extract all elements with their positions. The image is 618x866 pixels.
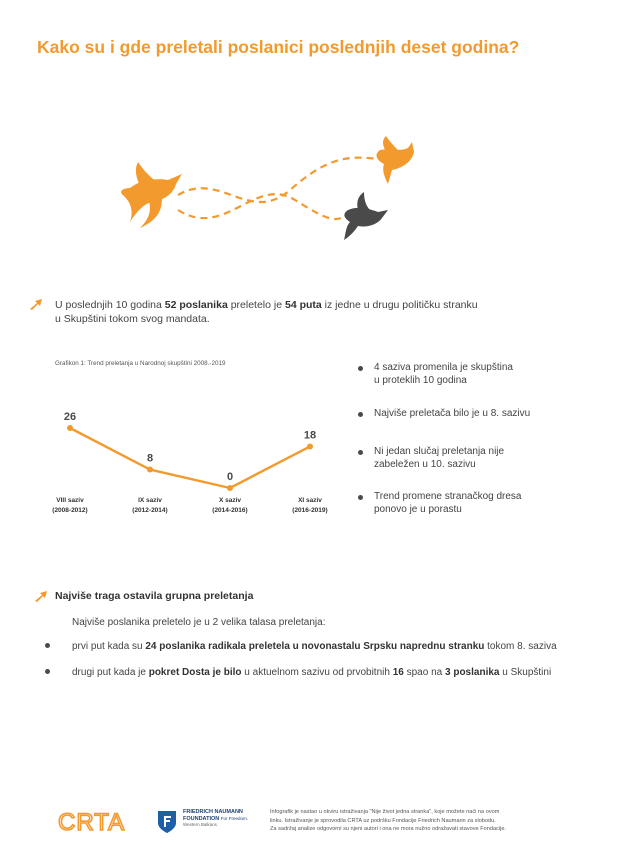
tick-label-years: (2008-2012)	[52, 507, 88, 514]
line-chart	[40, 400, 340, 525]
bullet-note-2: Najviše preletača bilo je u 8. sazivu	[362, 408, 562, 421]
bird-arrow-icon	[34, 589, 48, 603]
intro-paragraph: U poslednjih 10 godina 52 poslanika preletelo je 54 puta iz jedne u drugu političku stranku u Skupštini tokom svog mandata.	[55, 299, 478, 325]
flight-path-lower	[178, 194, 350, 219]
chart-caption: Grafikon 1: Trend preletanja u Narodnoj skupštini 2008.-2019	[55, 360, 226, 367]
footer-note: Infografik je nastao u okviru istraživanja "Nije život jedna stranka", koje možete naći na ovom linku. Istraživanje je sprovodila CRTA uz podršku Fondacije Friedrich Naumann za slobodu. Za sadržaj analize odgovorni su njeni autori i ona ne mora nužno odražavati stavove Fondacije.	[270, 809, 507, 832]
section-title: Najviše traga ostavila grupna preletanja	[55, 590, 254, 602]
bullet-note-1: 4 saziva promenila je skupština u proteklih 10 godina	[362, 362, 562, 387]
bullet-dot	[45, 669, 50, 674]
list-item: drugi put kada je pokret Dosta je bilo u aktuelnom sazivu od prvobitnih 16 spao na 3 poslanika u Skupštini	[45, 667, 551, 678]
data-label: 26	[63, 411, 77, 423]
crta-logo	[58, 806, 138, 836]
data-point	[307, 443, 313, 449]
svg-text:CRTA: CRTA	[58, 809, 126, 836]
data-point	[227, 485, 233, 491]
data-label: 8	[146, 452, 154, 465]
data-point	[147, 467, 153, 473]
fnf-logo: FRIEDRICH NAUMANN FOUNDATION For Freedom. Western Balkans	[156, 808, 256, 836]
list-item: prvi put kada su 24 poslanika radikala preletela u novonastalu Srpsku naprednu stranku tokom 8. saziva	[45, 641, 557, 652]
bullet-note-3: Ni jedan slučaj preletanja nije zabeležen u 10. sazivu	[362, 446, 562, 471]
data-label: 0	[226, 471, 234, 483]
bird-arrow-icon	[29, 297, 43, 311]
bullet-note-4: Trend promene stranačkog dresa ponovo je u porastu	[362, 491, 562, 516]
data-point	[67, 425, 73, 431]
data-label: 18	[303, 429, 317, 442]
tick-label-years: (2014-2016)	[212, 507, 248, 514]
page-title: Kako su i gde preletali poslanici poslednjih deset godina?	[37, 37, 520, 57]
birds-illustration	[100, 130, 430, 250]
tick-label: XI saziv	[298, 497, 322, 504]
fnf-emblem-icon	[156, 808, 178, 834]
tick-label-years: (2012-2014)	[132, 507, 168, 514]
tick-label-years: (2016-2019)	[292, 507, 328, 514]
tick-label: IX saziv	[138, 497, 162, 504]
orange-bird-small-icon	[377, 136, 414, 184]
orange-bird-large-icon	[121, 162, 182, 228]
section-intro: Najviše poslanika preletelo je u 2 velika talasa preletanja:	[72, 617, 326, 628]
tick-label: VIII saziv	[56, 497, 84, 504]
series-line	[70, 428, 310, 488]
dark-bird-icon	[344, 192, 388, 240]
tick-label: X saziv	[218, 497, 242, 504]
bullet-dot	[45, 643, 50, 648]
